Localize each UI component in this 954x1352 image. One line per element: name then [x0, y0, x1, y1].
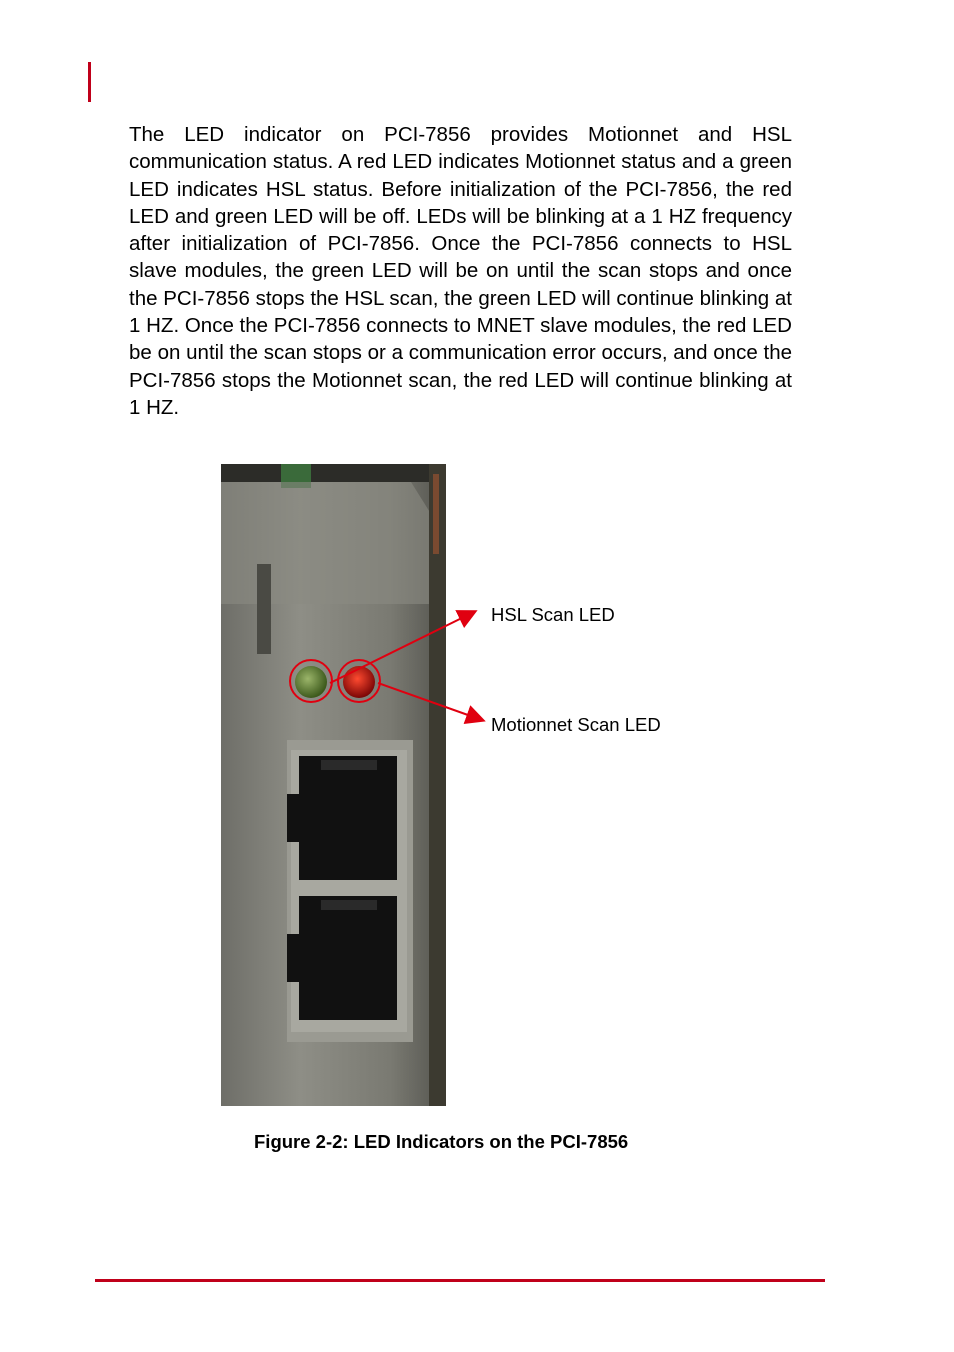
figure-caption: Figure 2-2: LED Indicators on the PCI-7856 [254, 1131, 629, 1152]
pci-7856-bracket-photo [221, 464, 446, 1106]
callout-hsl-scan-led: HSL Scan LED [491, 604, 615, 625]
footer-rule [95, 1279, 825, 1282]
callout-motionnet-scan-led: Motionnet Scan LED [491, 714, 661, 735]
body-paragraph: The LED indicator on PCI-7856 provides Motionnet and HSL communication status. A red LED indicates Motionnet status and a green LED indicates HSL status. Before initialization of the PCI-7856, the red LED and green LED will be off. LEDs will be blinking at a 1 HZ frequency after initialization of PCI-7856. Once the PCI-7856 connects to HSL slave modules, the green LED will be on until the scan stops and once the PCI-7856 stops the HSL scan, the green LED will continue blinking at 1 HZ. Once the PCI-7856 connects to MNET slave modules, the red LED be on until the scan stops or a communication error occurs, and once the PCI-7856 stops the Motionnet scan, the red LED will continue blinking at 1 HZ. [129, 123, 792, 419]
